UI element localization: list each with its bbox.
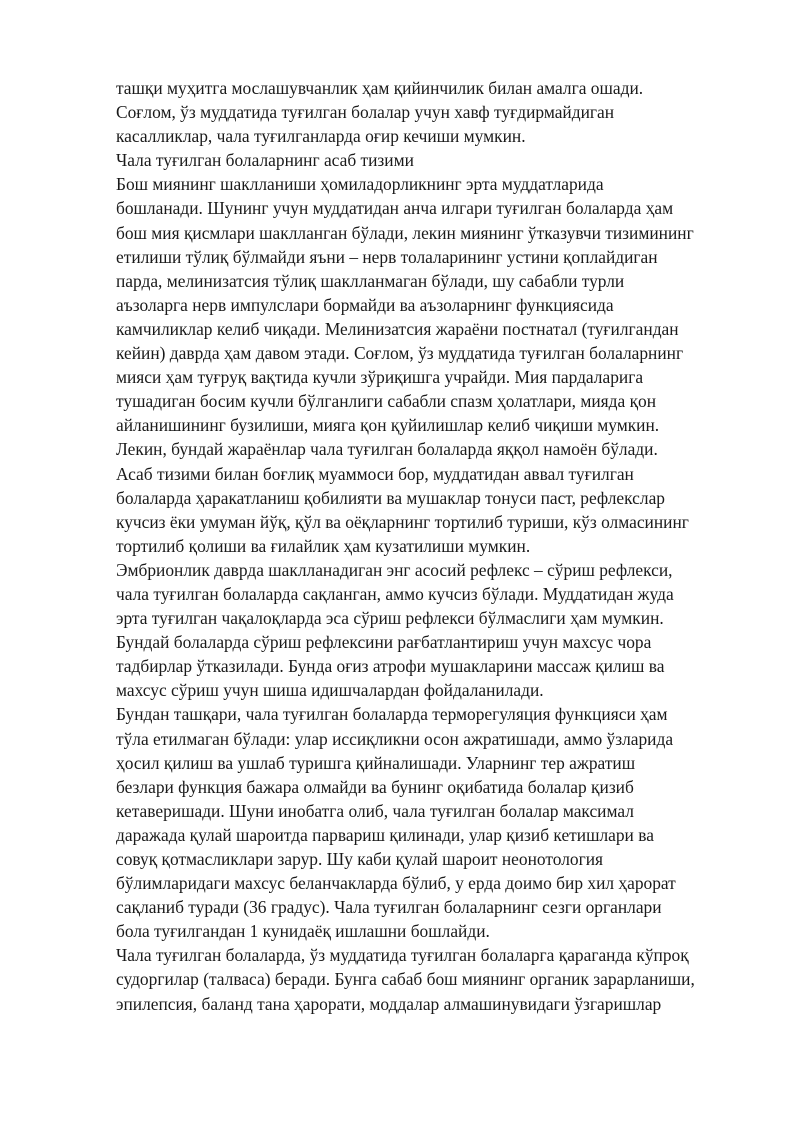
text-line: махсус сўриш учун шиша идишчалардан фойдаланилади. [116, 680, 544, 701]
text-line: Соғлом, ўз муддатида туғилган болалар учун хавф туғдирмайдиган [116, 102, 615, 123]
text-line: кейин) даврда ҳам давом этади. Соғлом, ўз муддатида туғилган болаларнинг [116, 343, 684, 364]
text-line: сақланиб туради (36 градус). Чала туғилган болаларнинг сезги органлари [116, 897, 662, 918]
text-line: Асаб тизими билан боғлиқ муаммоси бор, муддатидан аввал туғилган [116, 463, 634, 484]
text-line: Бош миянинг шаклланиши ҳомиладорликнинг эрта муддатларида [116, 174, 604, 195]
text-line: бўлимларидаги махсус беланчакларда бўлиб, у ерда доимо бир хил ҳарорат [116, 873, 676, 894]
text-line: Чала туғилган болаларда, ўз муддатида туғилган болаларга қараганда кўпроқ [116, 945, 689, 966]
text-line: камчиликлар келиб чиқади. Мелинизатсия жараёни постнатал (туғилгандан [116, 318, 679, 339]
text-line: тадбирлар ўтказилади. Бунда оғиз атрофи мушакларини массаж қилиш ва [116, 656, 665, 677]
text-line: даражада қулай шароитда парвариш қилинади, улар қизиб кетишлари ва [116, 824, 654, 845]
text-line: эрта туғилган чақалоқларда эса сўриш рефлекси бўлмаслиги ҳам мумкин. [116, 608, 664, 629]
text-line: етилиши тўлиқ бўлмайди яъни – нерв толаларининг устини қоплайдиган [116, 246, 658, 267]
text-line: Эмбрионлик даврда шаклланадиган энг асосий рефлекс – сўриш рефлекси, [116, 559, 673, 580]
text-line: мияси ҳам туғруқ вақтида кучли зўриқишга учрайди. Мия пардаларига [116, 367, 644, 388]
text-line: эпилепсия, баланд тана ҳарорати, моддалар алмашинувидаги ўзгаришлар [116, 993, 662, 1014]
text-line: кучсиз ёки умуман йўқ, қўл ва оёқларнинг тортилиб туриши, кўз олмасининг [116, 511, 689, 532]
text-line: тушадиган босим кучли бўлганлиги сабабли спазм ҳолатлари, мияда қон [116, 391, 657, 412]
text-line: безлари функция бажара олмайди ва бунинг оқибатида болалар қизиб [116, 776, 634, 797]
text-line: бола туғилгандан 1 кунидаёқ ишлашни бошлайди. [116, 921, 490, 942]
body-text [116, 76, 716, 1016]
text-line: тўла етилмаган бўлади: улар иссиқликни осон ажратишади, аммо ўзларида [116, 728, 674, 749]
text-line: тортилиб қолиши ва ғилайлик ҳам кузатилиши мумкин. [116, 535, 531, 556]
text-line: Лекин, бундай жараёнлар чала туғилган болаларда яққол намоён бўлади. [116, 439, 658, 460]
section-heading: Чала туғилган болаларнинг асаб тизими [116, 150, 414, 171]
text-line: судоргилар (талваса) беради. Бунга сабаб бош миянинг органик зарарланиши, [116, 969, 695, 990]
text-line: касалликлар, чала туғилганларда оғир кечиши мумкин. [116, 126, 526, 147]
text-line: аъзоларга нерв импулслари бормайди ва аъзоларнинг функциясида [116, 294, 614, 315]
text-line: бошланади. Шунинг учун муддатидан анча илгари туғилган болаларда ҳам [116, 198, 674, 219]
text-line: совуқ қотмасликлари зарур. Шу каби қулай шароит неонотология [116, 849, 604, 869]
text-line: кетаверишади. Шуни инобатга олиб, чала туғилган болалар максимал [116, 800, 634, 821]
text-line: Бундай болаларда сўриш рефлексини рағбатлантириш учун махсус чора [116, 632, 652, 653]
text-line: болаларда ҳаракатланиш қобилияти ва мушаклар тонуси паст, рефлекслар [116, 487, 665, 508]
text-line: чала туғилган болаларда сақланган, аммо кучсиз бўлади. Муддатидан жуда [116, 583, 674, 604]
text-line: парда, мелинизатсия тўлиқ шаклланмаган бўлади, шу сабабли турли [116, 270, 625, 291]
text-line: айланишининг бузилиши, мияга қон қуйилишлар келиб чиқиши мумкин. [116, 415, 660, 436]
text-line: ташқи муҳитга мослашувчанлик ҳам қийинчилик билан амалга ошади. [116, 78, 644, 98]
text-line: ҳосил қилиш ва ушлаб туришга қийналишади. Уларнинг тер ажратиш [116, 752, 636, 773]
text-line: бош мия қисмлари шаклланган бўлади, лекин миянинг ўтказувчи тизимининг [116, 222, 694, 243]
text-line: Бундан ташқари, чала туғилган болаларда терморегуляция функцияси ҳам [116, 704, 668, 725]
